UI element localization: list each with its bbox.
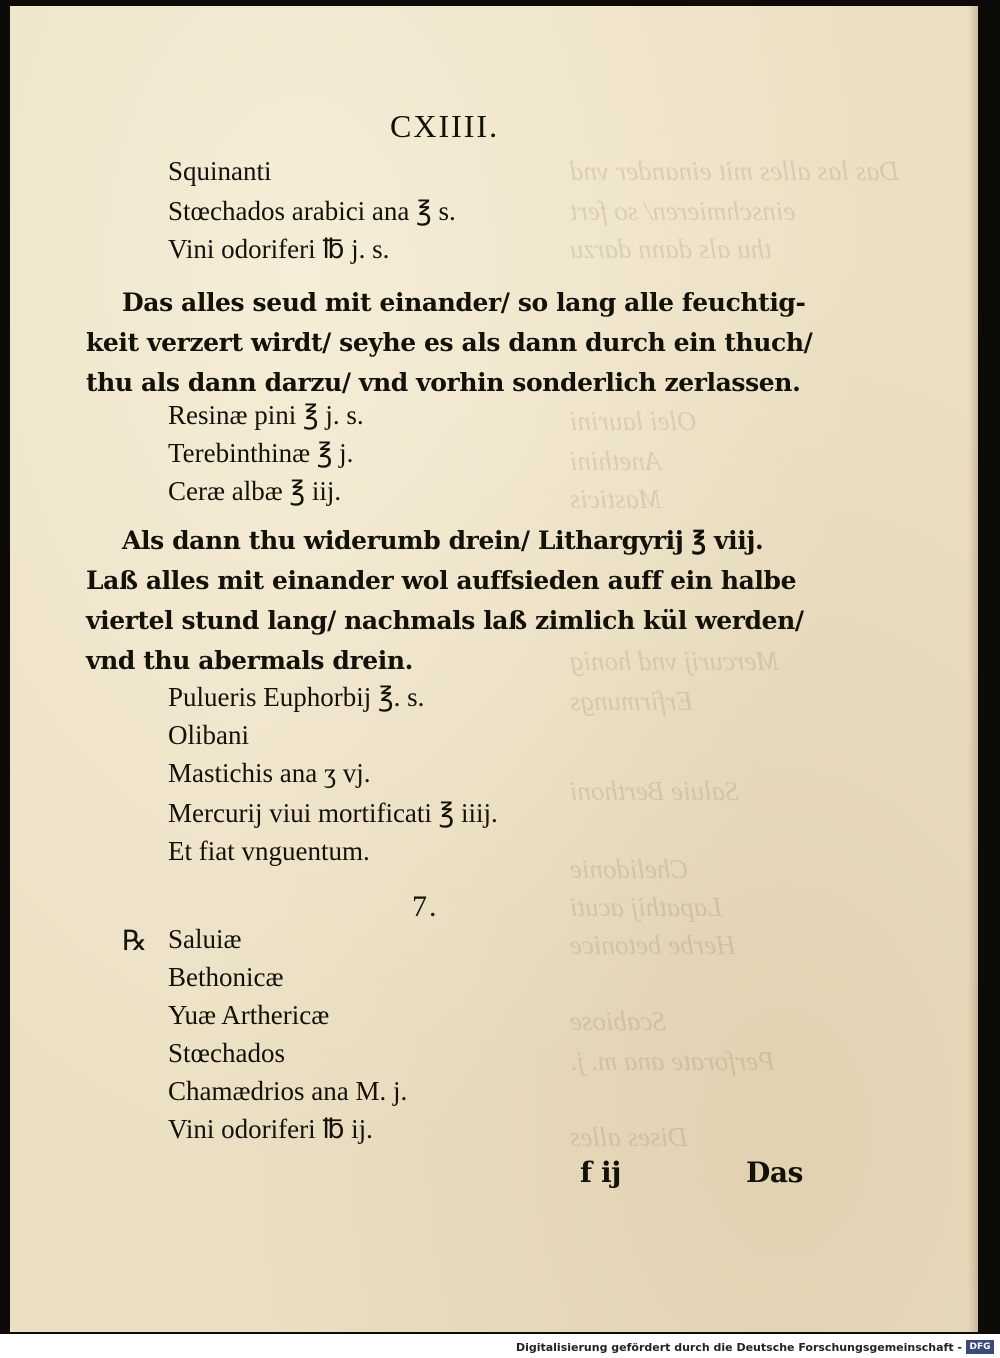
paragraph-line: viertel stund lang/ nachmals laß zimlich kül werden/: [86, 606, 804, 635]
ingredient-line: Vini odoriferi ℔ j. s.: [168, 234, 390, 264]
paragraph-line: keit verzert wirdt/ seyhe es als dann durch ein thuch/: [86, 328, 813, 357]
ingredient-line: Ceræ albæ ℥ iij.: [168, 476, 342, 506]
page-edge-shadow: [968, 6, 978, 1332]
show-through-text: thu als dann darzu: [570, 234, 772, 264]
show-through-text: Masticis: [570, 484, 662, 514]
show-through-text: Mercurij vnd honig: [570, 646, 779, 676]
ingredient-line: Squinanti: [168, 156, 272, 186]
paragraph-line: Als dann thu widerumb drein/ Lithargyrij ℥ viij.: [122, 526, 764, 555]
show-through-text: Lapathij acuti: [570, 892, 723, 922]
ingredient-line: Bethonicæ: [168, 962, 284, 992]
ingredient-line: Resinæ pini ℥ j. s.: [168, 400, 364, 430]
ingredient-line: Stœchados: [168, 1038, 285, 1068]
ingredient-line: Terebinthinæ ℥ j.: [168, 438, 354, 468]
paragraph-line: thu als dann darzu/ vnd vorhin sonderlich zerlassen.: [86, 368, 801, 397]
recipe-symbol: ℞: [122, 926, 148, 957]
show-through-text: Perforate ana m. j.: [570, 1046, 775, 1076]
show-through-text: Olei laurini: [570, 406, 697, 436]
show-through-text: Anethini: [570, 446, 662, 476]
digitization-credit: Digitalisierung gefördert durch die Deutsche Forschungsgemeinschaft -: [515, 1341, 962, 1354]
show-through-text: einschmieren/ so fert: [570, 196, 796, 226]
ingredient-line: Mastichis ana ʒ vj.: [168, 758, 371, 788]
show-through-text: Herbe betonice: [570, 930, 736, 960]
book-page: [10, 6, 978, 1332]
show-through-text: Erfirmungs: [570, 686, 694, 716]
folio-number: CXIIII.: [390, 108, 500, 144]
show-through-text: Scabiose: [570, 1006, 666, 1036]
paragraph-line: vnd thu abermals drein.: [86, 646, 413, 675]
signature-mark: f ij: [580, 1156, 621, 1189]
ingredient-line: Mercurij viui mortificati ℥ iiij.: [168, 798, 498, 828]
show-through-text: Dises alles: [570, 1122, 688, 1152]
ingredient-line: Pulueris Euphorbij ℥. s.: [168, 682, 425, 712]
show-through-text: Das las alles mit einander vnd: [570, 156, 900, 186]
show-through-text: Chelidonie: [570, 854, 689, 884]
recipe-number: 7.: [412, 890, 439, 923]
ingredient-line: Saluiæ: [168, 924, 242, 954]
ingredient-line: Chamædrios ana M. j.: [168, 1076, 408, 1106]
ingredient-line: Yuæ Arthericæ: [168, 1000, 330, 1030]
ingredient-line: Vini odoriferi ℔ ij.: [168, 1114, 373, 1144]
paragraph-line: Laß alles mit einander wol auffsieden auff ein halbe: [86, 566, 797, 595]
show-through-text: Saluie Berthoni: [570, 776, 739, 806]
catchword: Das: [746, 1156, 803, 1189]
ingredient-line: Stœchados arabici ana ℥ s.: [168, 196, 456, 226]
paragraph-line: Das alles seud mit einander/ so lang alle feuchtig-: [122, 288, 806, 317]
ingredient-line: Olibani: [168, 720, 249, 750]
ingredient-line: Et fiat vnguentum.: [168, 836, 370, 866]
dfg-logo: DFG: [966, 1340, 994, 1354]
